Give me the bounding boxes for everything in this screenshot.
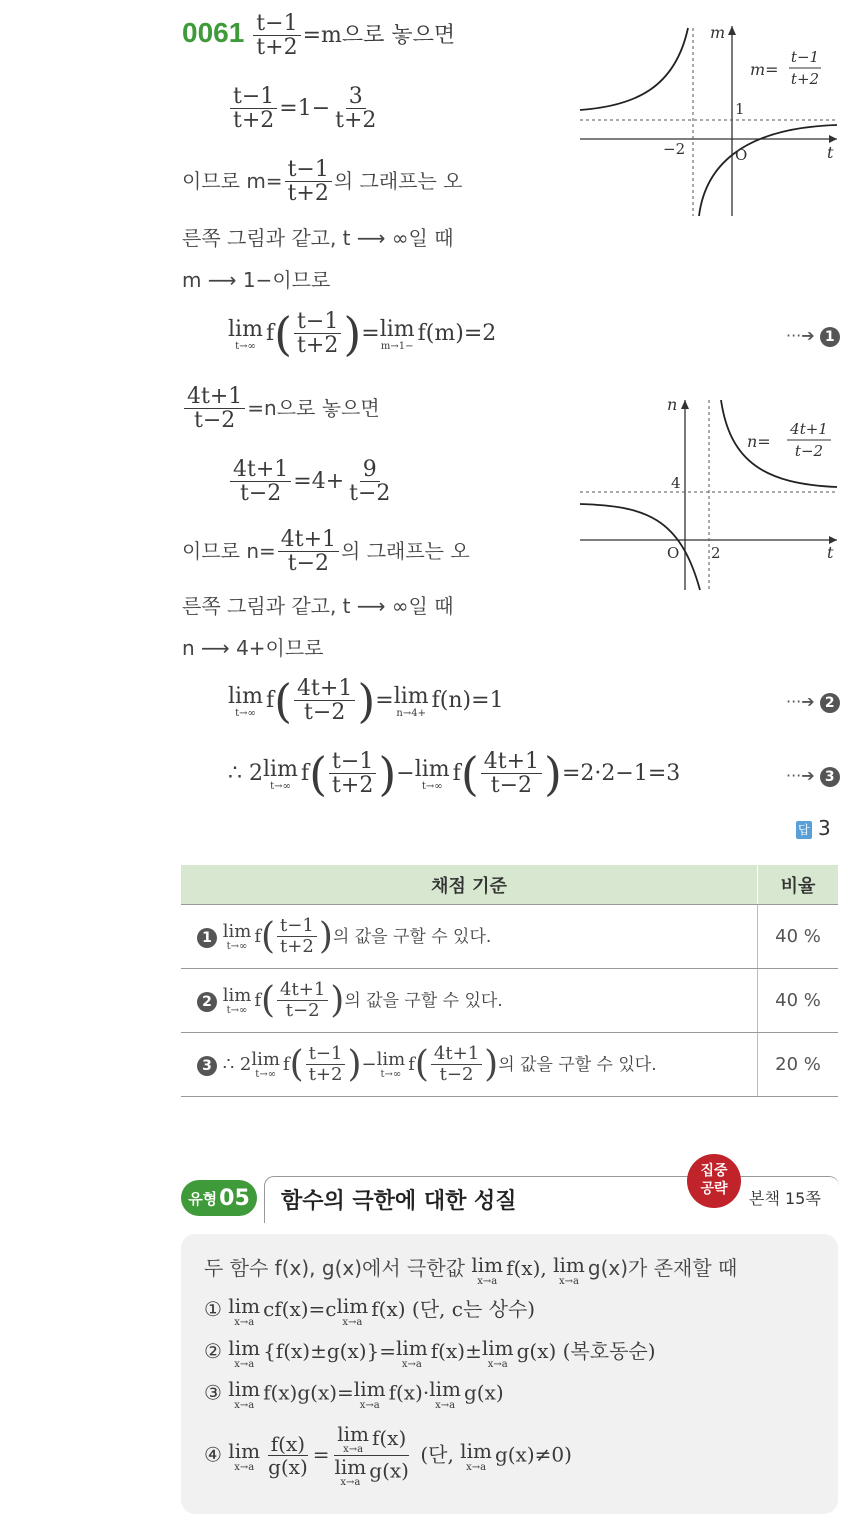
- svg-text:4: 4: [671, 474, 681, 492]
- marker-3: ···➔ 3: [786, 766, 840, 787]
- graph-m: [575, 18, 845, 223]
- text-line-1: 이므로 m= $\frac{t-1}{t+2}$ 의 그래프는 오: [182, 157, 463, 207]
- fraction: $\frac{t-1}{t+2}$: [253, 12, 300, 60]
- svg-text:m=: m=: [750, 60, 779, 79]
- ratio-cell: 40 %: [758, 969, 839, 1033]
- table-row: 2 lim t→∞ f( $\frac{4t+1}{t-2}$ )의 값을 구할 수 있다. 40 %: [181, 969, 838, 1033]
- marker-2: ···➔ 2: [786, 692, 840, 713]
- svg-text:1: 1: [735, 100, 745, 118]
- text-line-2: 른쪽 그림과 같고, t ⟶ ∞일 때: [182, 226, 454, 250]
- table-row: 1 lim t→∞ f( $\frac{t-1}{t+2}$ )의 값을 구할 수 있다. 40 %: [181, 905, 838, 969]
- svg-text:O: O: [667, 544, 680, 562]
- svg-text:4t+1: 4t+1: [790, 420, 828, 438]
- svg-text:t: t: [827, 543, 834, 562]
- text-line-4: 이므로 n= $\frac{4t+1}{t-2}$ 의 그래프는 오: [182, 527, 470, 577]
- criteria-table: [181, 865, 838, 1097]
- header-ratio: 비율: [758, 865, 839, 905]
- svg-text:n=: n=: [747, 432, 771, 451]
- focus-tag: 집중 공략: [687, 1154, 741, 1208]
- page-reference: 본책 15쪽: [749, 1189, 821, 1208]
- text-line-5: 른쪽 그림과 같고, t ⟶ ∞일 때: [182, 594, 454, 618]
- marker-1: ···➔ 1: [786, 326, 840, 347]
- text-line-6: n ⟶ 4+이므로: [182, 636, 324, 660]
- type-badge: 유형 05: [181, 1180, 257, 1216]
- n-intro: $\frac{4t+1}{t-2}$ =n으로 놓으면: [182, 385, 380, 433]
- ratio-cell: 40 %: [758, 905, 839, 969]
- svg-text:n: n: [667, 395, 678, 414]
- conclusion-line: ∴ 2 lim t→∞ f( $\frac{t-1}{t+2}$ )− lim t→∞ f( $\frac{4t+1}{t-2}$ )=2·2−1=3: [228, 747, 681, 802]
- svg-text:t−2: t−2: [794, 442, 824, 460]
- svg-text:−2: −2: [663, 140, 686, 158]
- svg-text:O: O: [735, 146, 748, 164]
- header-criteria: 채점 기준: [181, 865, 758, 905]
- svg-text:m: m: [710, 23, 726, 42]
- section-title: 함수의 극한에 대한 성질: [281, 1189, 517, 1214]
- intro-text: =m으로 놓으면: [302, 23, 456, 49]
- property-2: ② lim x→a {f(x)±g(x)}= lim x→a f(x)± lim x→a g(x) (복호동순): [204, 1335, 656, 1370]
- svg-text:t+2: t+2: [790, 70, 820, 88]
- property-3: ③ lim x→a f(x)g(x)= lim x→a f(x)· lim x→a g(x): [204, 1377, 504, 1411]
- property-4: ④ lim x→a $\frac{f(x)}{g(x)}$ = lim x→a f(x) lim x→a g(x) (단, lim x→a g(x)≠0): [204, 1422, 572, 1488]
- property-1: ① lim x→a cf(x)=c lim x→a f(x) (단, c는 상수): [204, 1293, 536, 1328]
- graph-n: [575, 392, 845, 592]
- table-row: 3 ∴ 2 lim t→∞ f( $\frac{t-1}{t+2}$ )− lim t→∞ f( $\frac{4t+1}{t-2}$ )의 값을 구할 수 있다. 20 %: [181, 1033, 838, 1097]
- problem-intro: [182, 12, 455, 60]
- properties-intro: 두 함수 f(x), g(x)에서 극한값 lim x→a f(x), lim x→a g(x)가 존재할 때: [204, 1252, 738, 1287]
- answer: 답 3: [798, 816, 831, 840]
- ratio-cell: 20 %: [758, 1033, 839, 1097]
- equation-1: $\frac{t-1}{t+2}$ =1− $\frac{3}{t+2}$: [228, 85, 381, 133]
- problem-number: 0061: [182, 17, 245, 49]
- text-line-3: m ⟶ 1−이므로: [182, 268, 331, 292]
- svg-text:t−1: t−1: [790, 48, 820, 66]
- answer-icon: 답: [798, 823, 810, 837]
- table-header: [181, 865, 838, 905]
- equation-2: $\frac{4t+1}{t-2}$ =4+ $\frac{9}{t-2}$: [228, 458, 395, 506]
- svg-text:t: t: [827, 143, 834, 162]
- svg-text:2: 2: [711, 544, 721, 562]
- section-header: [181, 1163, 838, 1224]
- limit-line-2: lim t→∞ f( $\frac{4t+1}{t-2}$ )= lim n→4+ f(n)=1: [228, 674, 504, 729]
- limit-line-1: lim t→∞ f( $\frac{t-1}{t+2}$ )= lim m→1− f(m)=2: [228, 307, 497, 362]
